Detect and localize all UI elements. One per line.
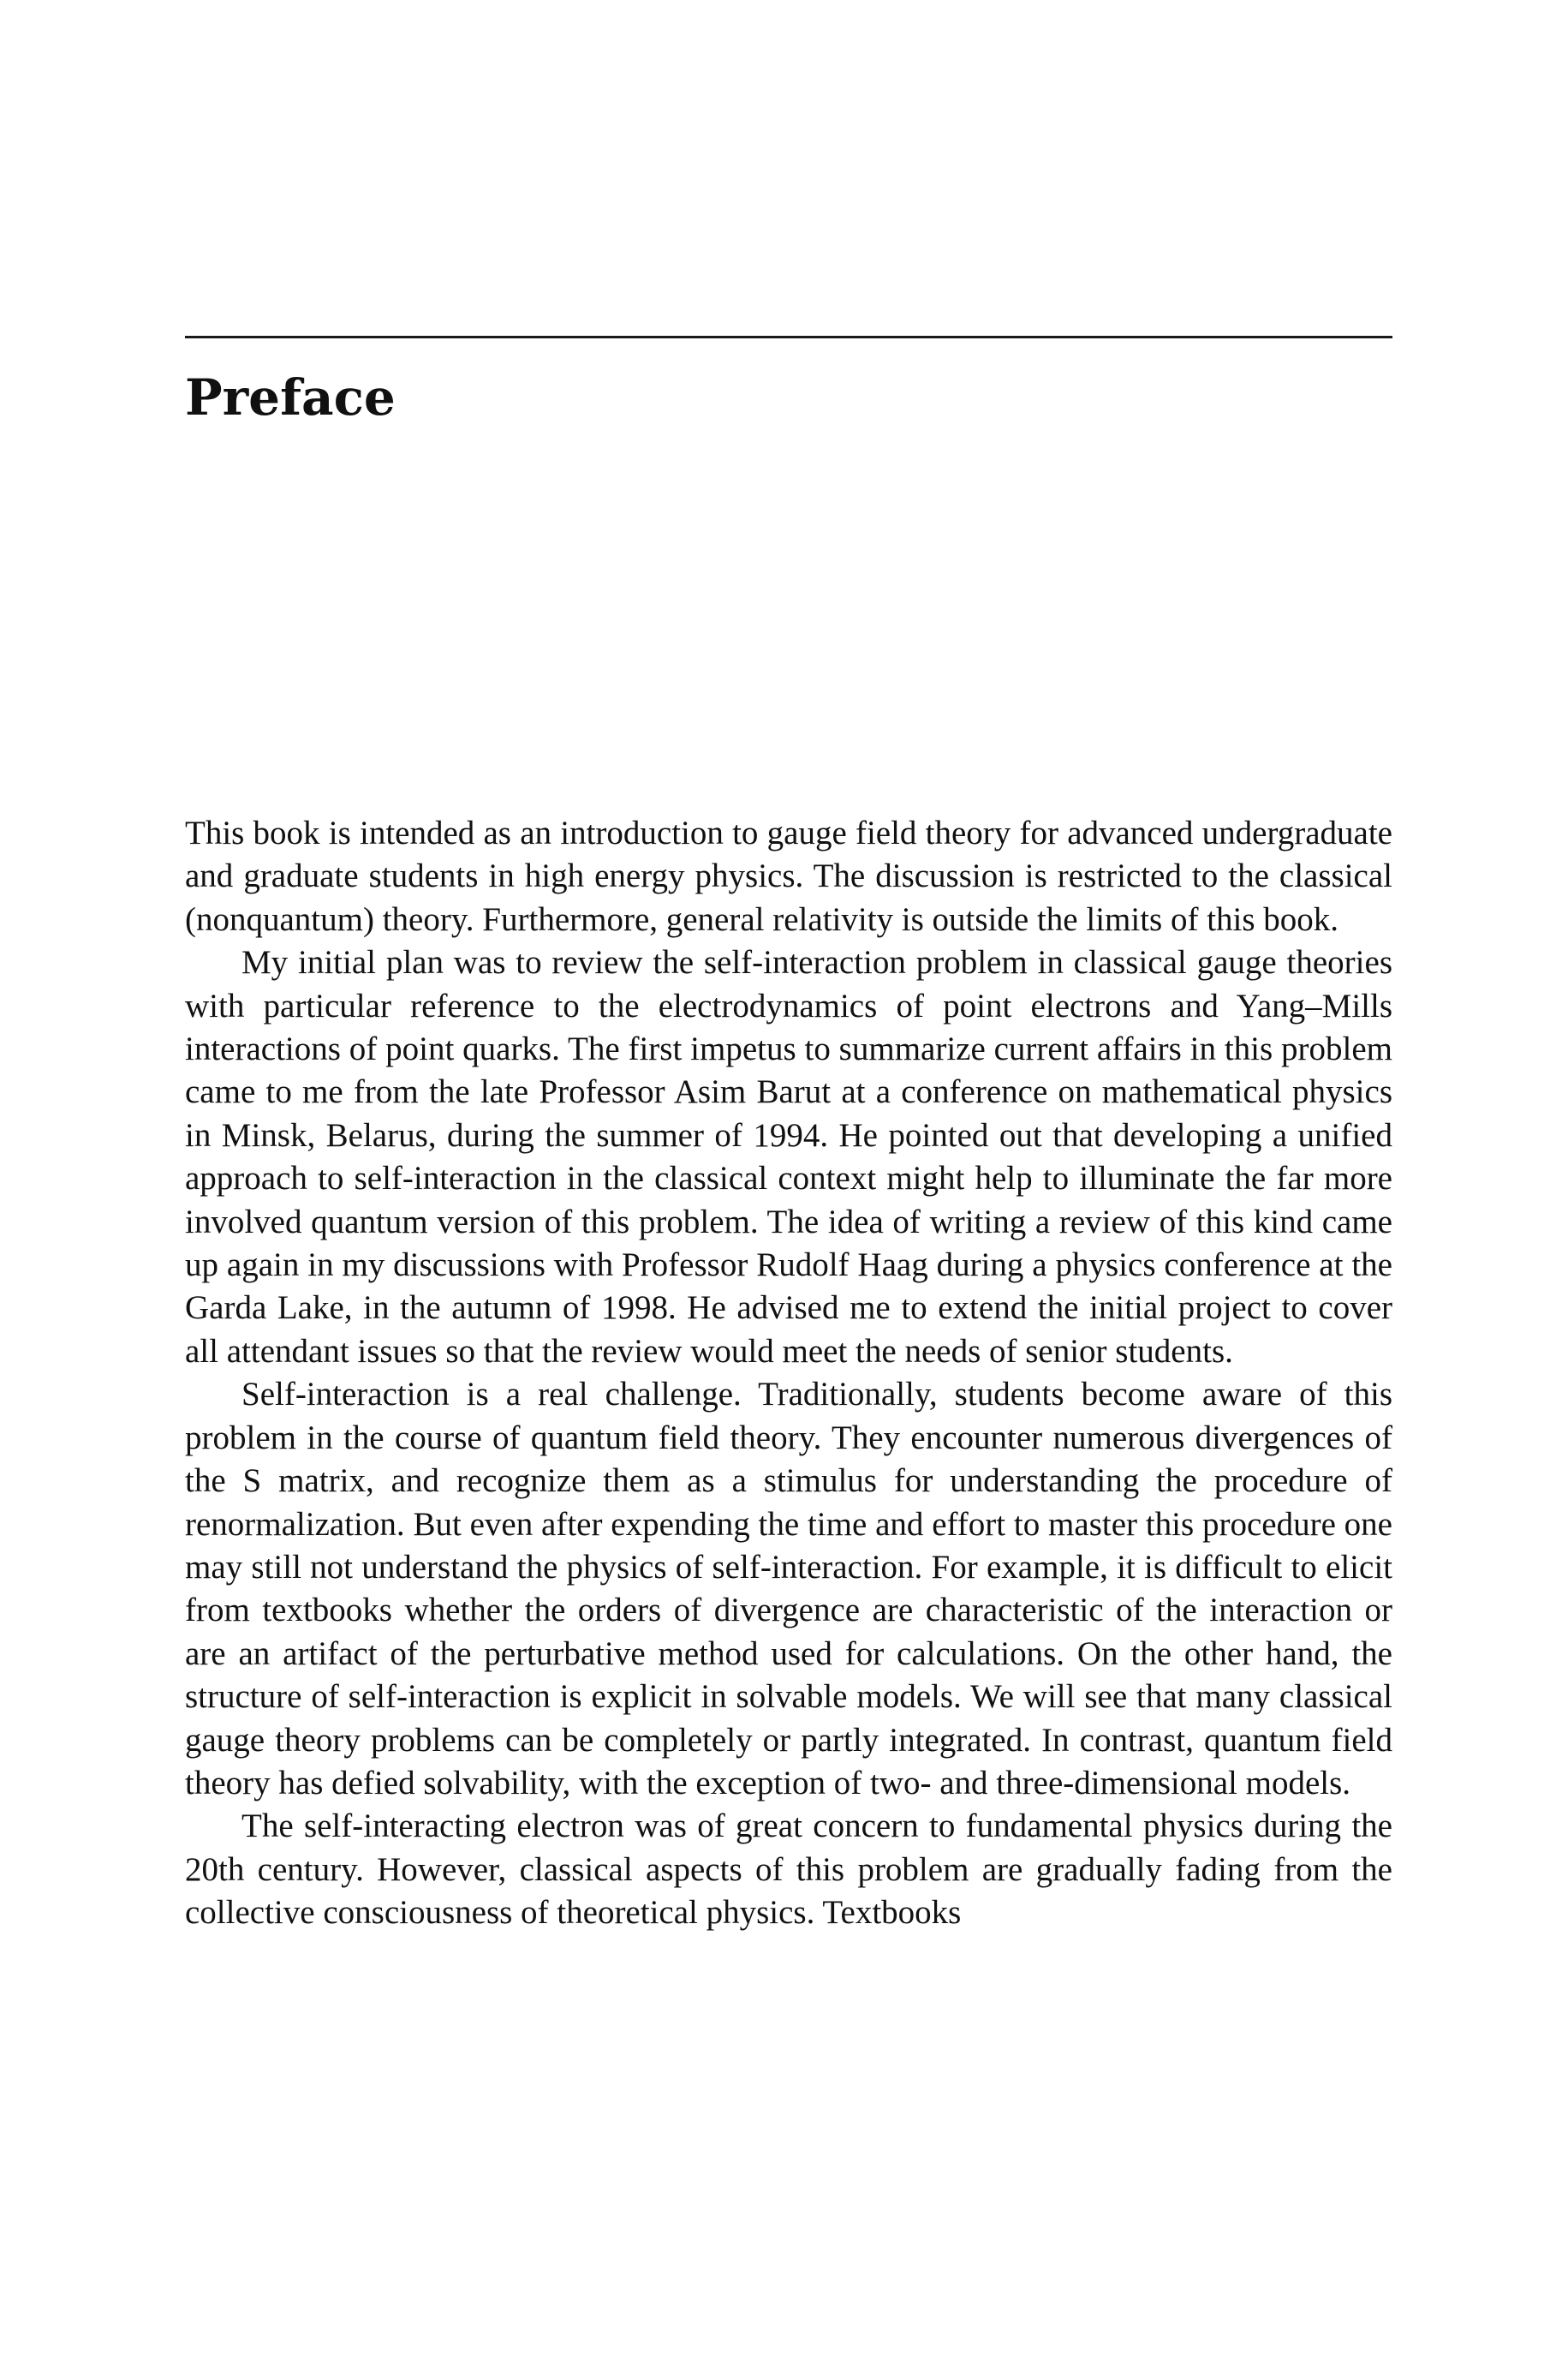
- paragraph: The self-interacting electron was of great concern to fundamental physics during the 20th century. However, classical aspects of this problem are gradually fading from the collective consciousness of theoretical physics. Textbooks: [185, 1807, 1392, 1932]
- chapter-rule: [185, 336, 1392, 338]
- preface-body: [185, 812, 1392, 1935]
- chapter-title: Preface: [185, 368, 396, 427]
- paragraph: My initial plan was to review the self-interaction problem in classical gauge theories with particular reference to the electrodynamics of point electrons and Yang–Mills interactions of point quarks. The first impetus to summarize current affairs in this problem came to me from the late Professor Asim Barut at a conference on mathematical physics in Minsk, Belarus, during the summer of 1994. He pointed out that developing a unified approach to self-interaction in the classical context might help to illuminate the far more involved quantum version of this problem. The idea of writing a review of this kind came up again in my discussions with Professor Rudolf Haag during a physics conference at the Garda Lake, in the autumn of 1998. He advised me to extend the initial project to cover all attendant issues so that the review would meet the needs of senior students.: [185, 944, 1392, 1370]
- paragraph: Self-interaction is a real challenge. Traditionally, students become aware of this problem in the course of quantum field theory. They encounter numerous divergences of the S matrix, and recognize them as a stimulus for understanding the procedure of renormalization. But even after expending the time and effort to master this procedure one may still not understand the physics of self-interaction. For example, it is difficult to elicit from textbooks whether the orders of divergence are characteristic of the interaction or are an artifact of the perturbative method used for calculations. On the other hand, the structure of self-interaction is explicit in solvable models. We will see that many classical gauge theory problems can be completely or partly integrated. In contrast, quantum field theory has defied solvability, with the exception of two- and three-dimensional models.: [185, 1376, 1392, 1801]
- paragraph: This book is intended as an introduction to gauge field theory for advanced undergraduate and graduate students in high energy physics. The discussion is restricted to the classical (nonquantum) theory. Furthermore, general relativity is outside the limits of this book.: [185, 815, 1392, 938]
